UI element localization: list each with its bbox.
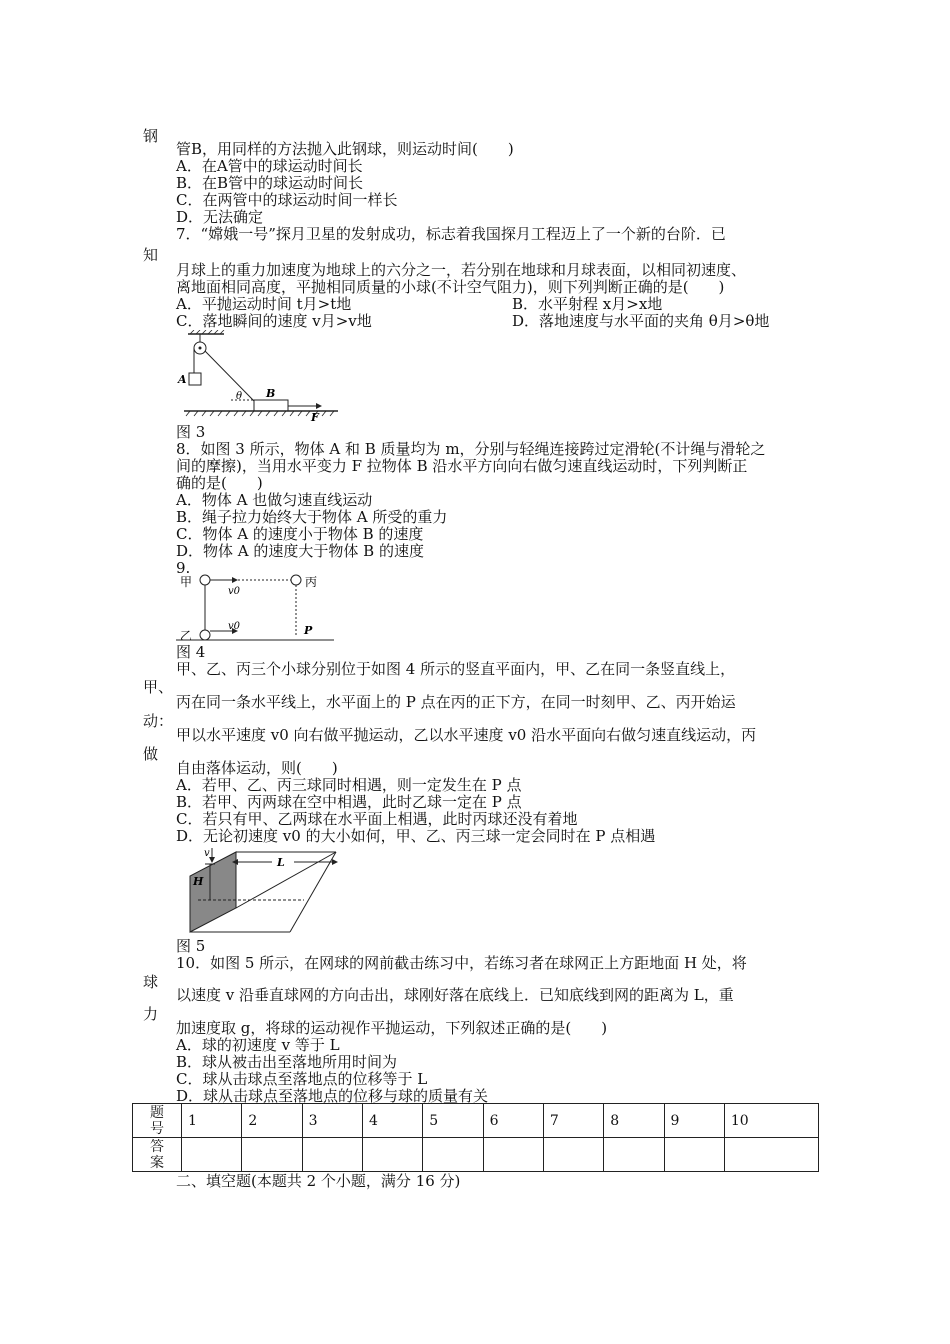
q8-stem-1: 8．如图 3 所示，物体 A 和 B 质量均为 m，分别与轻绳连接跨过定滑轮(不计绳与滑轮之 [176, 440, 766, 458]
figure-4-caption: 图 4 [176, 643, 206, 661]
answer-cell[interactable] [483, 1138, 543, 1172]
q7-option-a: A．平抛运动时间 t月>t地 [176, 295, 352, 313]
q9-stem-4: 自由落体运动，则( ) [176, 759, 338, 777]
figure-5-tennis-net-diagram [176, 848, 340, 936]
label-yi: 乙 [180, 629, 193, 643]
margin-char: 钢 [143, 127, 159, 145]
q6-option-c: C．在两管中的球运动时间一样长 [176, 191, 398, 209]
answer-cell[interactable] [242, 1138, 302, 1172]
label-l: L [277, 856, 285, 869]
margin-char: 做 [143, 745, 159, 763]
q8-option-a: A．物体 A 也做匀速直线运动 [176, 491, 373, 509]
answer-cell[interactable] [302, 1138, 362, 1172]
q7-option-d: D．落地速度与水平面的夹角 θ月>θ地 [512, 312, 770, 330]
q8-option-b: B．绳子拉力始终大于物体 A 所受的重力 [176, 508, 448, 526]
margin-char: 球 [143, 973, 159, 991]
question-number-cell: 6 [483, 1104, 543, 1138]
section-2-heading: 二、填空题(本题共 2 个小题，满分 16 分) [176, 1172, 461, 1190]
question-number-cell: 3 [302, 1104, 362, 1138]
q9-option-d: D．无论初速度 v0 的大小如何，甲、乙、丙三球一定会同时在 P 点相遇 [176, 827, 656, 845]
label-jia: 甲 [180, 575, 193, 589]
q6-stem: 管B，用同样的方法抛入此钢球，则运动时间( ) [176, 140, 514, 158]
question-number-cell: 9 [664, 1104, 724, 1138]
q9-option-b: B．若甲、丙两球在空中相遇，此时乙球一定在 P 点 [176, 793, 522, 811]
label-theta: θ [236, 391, 243, 402]
label-v: v [204, 848, 210, 859]
q7-stem-1: 7．“嫦娥一号”探月卫星的发射成功，标志着我国探月工程迈上了一个新的台阶．已 [176, 225, 726, 243]
margin-char: 知 [143, 246, 159, 264]
row-header-answer: 答案 [133, 1138, 182, 1172]
q10-option-a: A．球的初速度 v 等于 L [176, 1036, 340, 1054]
answer-cell[interactable] [362, 1138, 422, 1172]
q6-option-d: D．无法确定 [176, 208, 264, 226]
q9-number: 9. [176, 559, 191, 577]
q9-stem-2: 丙在同一条水平线上，水平面上的 P 点在丙的正下方，在同一时刻甲、乙、丙开始运 [176, 693, 736, 711]
label-b: B [266, 387, 276, 400]
question-number-cell: 2 [242, 1104, 302, 1138]
figure-5-caption: 图 5 [176, 937, 206, 955]
q10-option-c: C．球从击球点至落地点的位移等于 L [176, 1070, 428, 1088]
q10-stem-1: 10．如图 5 所示，在网球的网前截击练习中，若练习者在球网正上方距地面 H 处，将 [176, 954, 747, 972]
question-number-cell: 5 [423, 1104, 483, 1138]
figure-4-balls-diagram [176, 572, 336, 646]
question-number-cell: 7 [543, 1104, 603, 1138]
label-bing: 丙 [305, 575, 318, 589]
question-number-cell: 8 [604, 1104, 664, 1138]
answer-cell[interactable] [664, 1138, 724, 1172]
label-v0-bottom: v0 [228, 621, 241, 632]
q10-option-d: D．球从击球点至落地点的位移与球的质量有关 [176, 1087, 489, 1105]
label-f: F [311, 411, 319, 422]
label-a: A [178, 373, 187, 386]
answer-cell[interactable] [182, 1138, 242, 1172]
answer-table [132, 1103, 819, 1172]
margin-char: 甲、 [143, 678, 174, 696]
label-h: H [193, 875, 204, 888]
question-number-cell: 10 [724, 1104, 818, 1138]
q8-option-d: D．物体 A 的速度大于物体 B 的速度 [176, 542, 424, 560]
q7-stem-3: 离地面相同高度，平抛相同质量的小球(不计空气阻力)，则下列判断正确的是( ) [176, 278, 725, 296]
q8-stem-2: 间的摩擦)，当用水平变力 F 拉物体 B 沿水平方向向右做匀速直线运动时，下列判断正 [176, 457, 748, 475]
answer-cell[interactable] [604, 1138, 664, 1172]
q6-option-a: A．在A管中的球运动时间长 [176, 157, 363, 175]
q8-option-c: C．物体 A 的速度小于物体 B 的速度 [176, 525, 424, 543]
q9-option-a: A．若甲、乙、丙三球同时相遇，则一定发生在 P 点 [176, 776, 522, 794]
margin-char: 动： [143, 712, 174, 730]
q10-stem-3: 加速度取 g，将球的运动视作平抛运动，下列叙述正确的是( ) [176, 1019, 608, 1037]
q9-stem-1: 甲、乙、丙三个小球分别位于如图 4 所示的竖直平面内，甲、乙在同一条竖直线上， [176, 660, 736, 678]
answer-cell[interactable] [543, 1138, 603, 1172]
label-p: P [304, 624, 313, 637]
label-v0-top: v0 [228, 586, 241, 597]
figure-3-caption: 图 3 [176, 423, 206, 441]
q7-stem-2: 月球上的重力加速度为地球上的六分之一，若分别在地球和月球表面，以相同初速度、 [176, 261, 747, 279]
q8-stem-3: 确的是( ) [176, 474, 263, 492]
margin-char: 力 [143, 1005, 159, 1023]
answer-cell[interactable] [724, 1138, 818, 1172]
q9-stem-3: 甲以水平速度 v0 向右做平抛运动，乙以水平速度 v0 沿水平面向右做匀速直线运动，丙 [176, 726, 757, 744]
q10-stem-2: 以速度 v 沿垂直球网的方向击出，球刚好落在底线上．已知底线到网的距离为 L，重 [176, 986, 734, 1004]
q9-option-c: C．若只有甲、乙两球在水平面上相遇，此时丙球还没有着地 [176, 810, 578, 828]
answer-cell[interactable] [423, 1138, 483, 1172]
figure-3-pulley-diagram [176, 330, 346, 422]
q10-option-b: B．球从被击出至落地所用时间为 [176, 1053, 398, 1071]
q7-option-b: B．水平射程 x月>x地 [512, 295, 663, 313]
question-number-row [133, 1104, 819, 1138]
q6-option-b: B．在B管中的球运动时间长 [176, 174, 364, 192]
row-header-number: 题号 [133, 1104, 182, 1138]
question-number-cell: 1 [182, 1104, 242, 1138]
question-number-cell: 4 [362, 1104, 422, 1138]
q7-option-c: C．落地瞬间的速度 v月>v地 [176, 312, 372, 330]
answer-row [133, 1138, 819, 1172]
